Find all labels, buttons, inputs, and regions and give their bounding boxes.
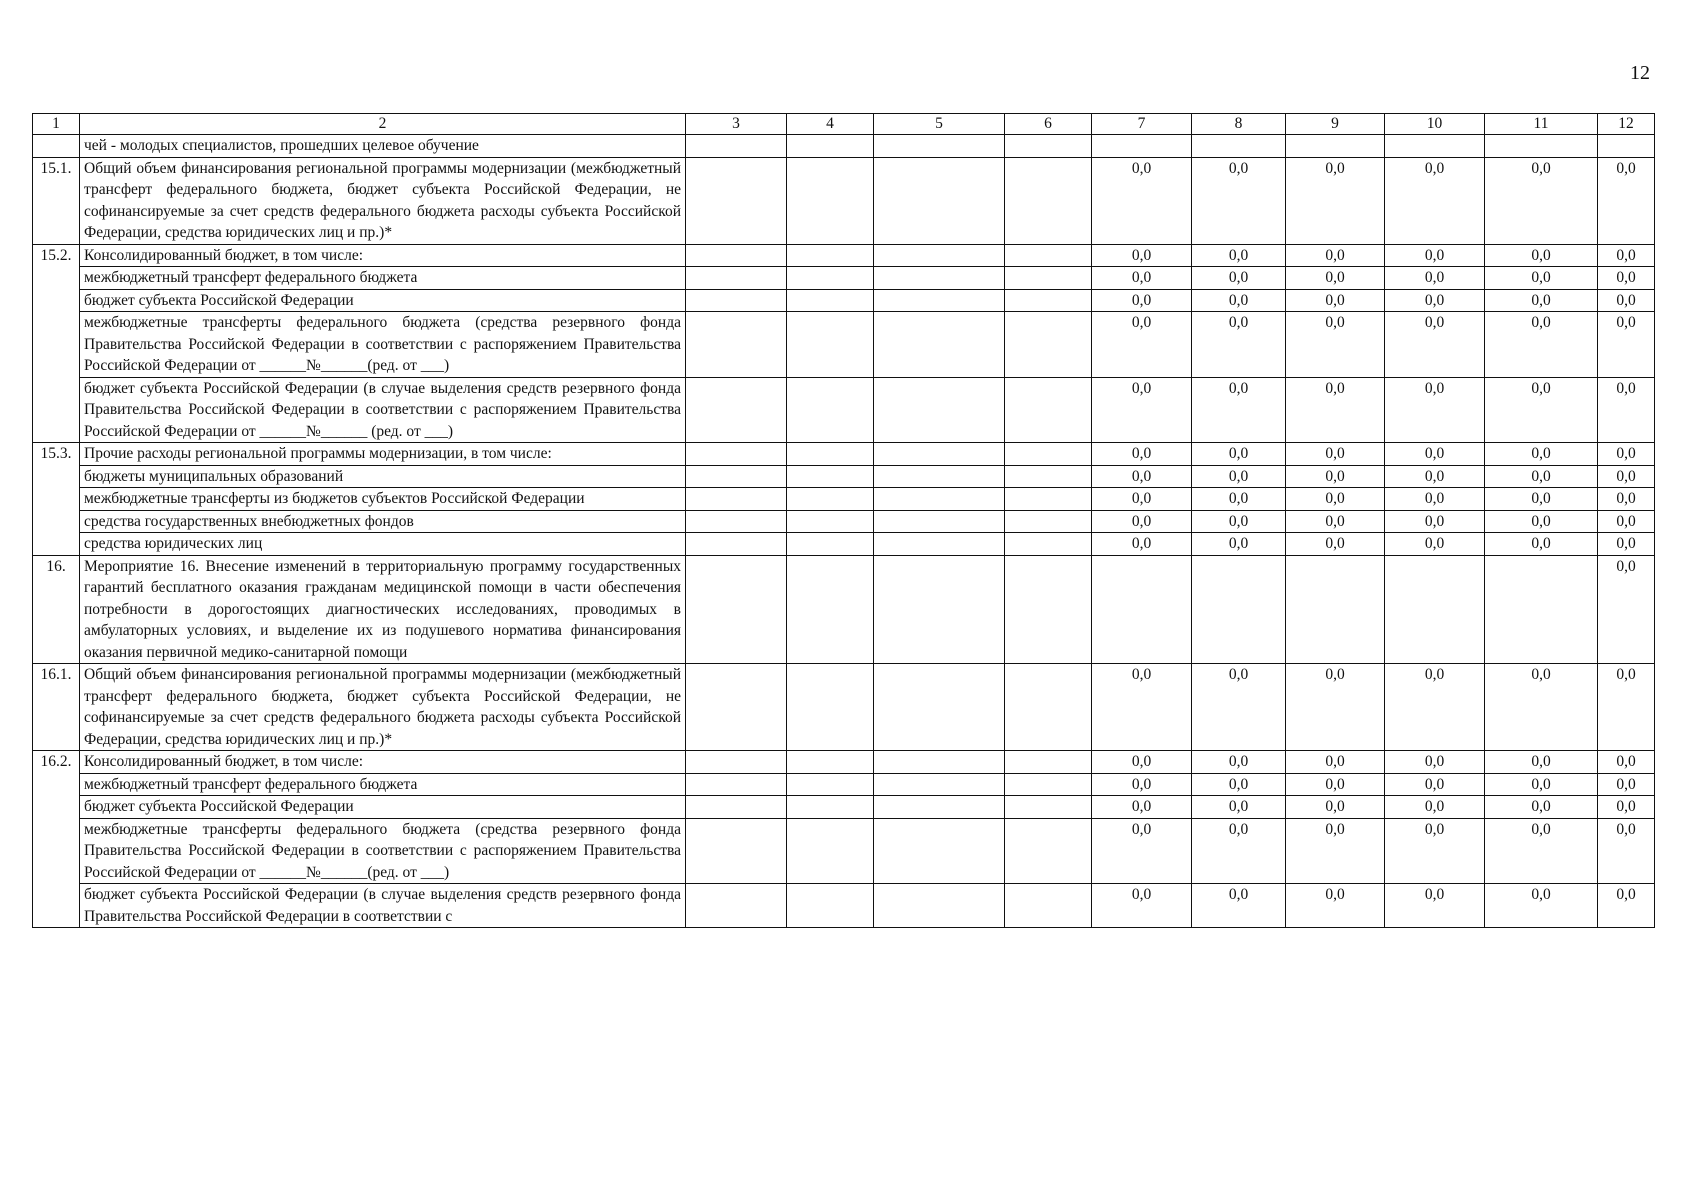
empty-cell (787, 510, 874, 533)
value-cell: 0,0 (1385, 289, 1485, 312)
empty-cell (686, 312, 787, 378)
value-cell: 0,0 (1385, 244, 1485, 267)
row-description-cell: бюджет субъекта Российской Федерации (80, 289, 686, 312)
value-cell: 0,0 (1092, 465, 1192, 488)
value-cell: 0,0 (1598, 488, 1655, 511)
value-cell: 0,0 (1286, 377, 1385, 443)
value-cell: 0,0 (1286, 488, 1385, 511)
value-cell: 0,0 (1192, 884, 1286, 928)
empty-cell (787, 773, 874, 796)
value-cell: 0,0 (1598, 533, 1655, 556)
value-cell: 0,0 (1385, 773, 1485, 796)
empty-cell (1005, 664, 1092, 751)
empty-cell (1005, 751, 1092, 774)
value-cell: 0,0 (1092, 312, 1192, 378)
table-body (33, 114, 1655, 928)
value-cell: 0,0 (1385, 157, 1485, 244)
row-description-cell: межбюджетные трансферты федерального бюджета (средства резервного фонда Правительства Российской Федерации в соответствии с распоряжением Правительства Российской Федерации от ______№______(ред. от ___) (80, 312, 686, 378)
value-cell: 0,0 (1092, 443, 1192, 466)
row-description-cell: Мероприятие 16. Внесение изменений в территориальную программу государственных гарантий бесплатного оказания гражданам медицинской помощи в части обеспечения потребности в дорогостоящих диагностических исследованиях, проводимых в амбулаторных условиях, и выделение их из подушевого норматива финансирования оказания первичной медико-санитарной помощи (80, 555, 686, 664)
value-cell: 0,0 (1286, 664, 1385, 751)
empty-cell (1005, 157, 1092, 244)
value-cell: 0,0 (1092, 157, 1192, 244)
empty-cell (686, 267, 787, 290)
row-number-cell: 15.1. (33, 157, 80, 244)
empty-cell (787, 796, 874, 819)
empty-cell (874, 443, 1005, 466)
empty-cell (787, 377, 874, 443)
empty-cell (874, 884, 1005, 928)
row-description-cell: Консолидированный бюджет, в том числе: (80, 751, 686, 774)
empty-cell (1005, 796, 1092, 819)
empty-cell (874, 751, 1005, 774)
value-cell: 0,0 (1286, 312, 1385, 378)
value-cell: 0,0 (1598, 157, 1655, 244)
empty-cell (874, 773, 1005, 796)
value-cell: 0,0 (1385, 377, 1485, 443)
value-cell: 0,0 (1092, 818, 1192, 884)
value-cell: 0,0 (1485, 465, 1598, 488)
value-cell: 0,0 (1485, 796, 1598, 819)
value-cell: 0,0 (1192, 377, 1286, 443)
value-cell: 0,0 (1485, 377, 1598, 443)
row-description-cell: межбюджетные трансферты из бюджетов субъектов Российской Федерации (80, 488, 686, 511)
empty-cell (686, 244, 787, 267)
value-cell: 0,0 (1092, 267, 1192, 290)
value-cell: 0,0 (1286, 157, 1385, 244)
empty-cell (787, 312, 874, 378)
value-cell: 0,0 (1385, 818, 1485, 884)
empty-cell (686, 135, 787, 158)
empty-cell (686, 818, 787, 884)
row-description-cell: бюджет субъекта Российской Федерации (в случае выделения средств резервного фонда Правительства Российской Федерации в соответствии с (80, 884, 686, 928)
value-cell: 0,0 (1485, 664, 1598, 751)
value-cell: 0,0 (1192, 533, 1286, 556)
value-cell: 0,0 (1385, 751, 1485, 774)
row-number-cell (33, 465, 80, 488)
empty-cell (1005, 312, 1092, 378)
empty-cell (1005, 289, 1092, 312)
row-number-cell: 16.1. (33, 664, 80, 751)
empty-cell (1005, 884, 1092, 928)
value-cell (1385, 135, 1485, 158)
value-cell: 0,0 (1192, 443, 1286, 466)
value-cell: 0,0 (1092, 796, 1192, 819)
empty-cell (874, 796, 1005, 819)
value-cell: 0,0 (1286, 443, 1385, 466)
table-row (33, 488, 1655, 511)
empty-cell (787, 555, 874, 664)
value-cell: 0,0 (1192, 267, 1286, 290)
value-cell (1092, 555, 1192, 664)
empty-cell (787, 157, 874, 244)
value-cell: 0,0 (1385, 510, 1485, 533)
value-cell: 0,0 (1286, 244, 1385, 267)
value-cell (1286, 555, 1385, 664)
empty-cell (686, 664, 787, 751)
empty-cell (1005, 510, 1092, 533)
value-cell: 0,0 (1598, 818, 1655, 884)
value-cell: 0,0 (1192, 796, 1286, 819)
value-cell: 0,0 (1485, 244, 1598, 267)
value-cell: 0,0 (1286, 267, 1385, 290)
row-number-cell (33, 796, 80, 819)
value-cell: 0,0 (1598, 510, 1655, 533)
row-number-cell: 15.3. (33, 443, 80, 466)
row-number-cell (33, 135, 80, 158)
table-row (33, 289, 1655, 312)
value-cell: 0,0 (1598, 377, 1655, 443)
row-number-cell (33, 289, 80, 312)
row-description-cell: средства государственных внебюджетных фондов (80, 510, 686, 533)
empty-cell (1005, 377, 1092, 443)
row-number-cell: 15.2. (33, 244, 80, 267)
row-number-cell (33, 267, 80, 290)
row-description-cell: Общий объем финансирования региональной программы модернизации (межбюджетный трансферт федерального бюджета, бюджет субъекта Российской Федерации, не софинансируемые за счет средств федерального бюджета расходы субъекта Российской Федерации, средства юридических лиц и пр.)* (80, 157, 686, 244)
column-header: 11 (1485, 114, 1598, 135)
table-row (33, 818, 1655, 884)
value-cell: 0,0 (1192, 664, 1286, 751)
empty-cell (874, 135, 1005, 158)
empty-cell (874, 555, 1005, 664)
empty-cell (874, 818, 1005, 884)
empty-cell (686, 533, 787, 556)
row-description-cell: чей - молодых специалистов, прошедших целевое обучение (80, 135, 686, 158)
value-cell: 0,0 (1598, 664, 1655, 751)
value-cell: 0,0 (1485, 818, 1598, 884)
value-cell: 0,0 (1485, 751, 1598, 774)
table-row (33, 157, 1655, 244)
value-cell: 0,0 (1385, 884, 1485, 928)
empty-cell (686, 796, 787, 819)
empty-cell (874, 664, 1005, 751)
table-row (33, 312, 1655, 378)
value-cell (1092, 135, 1192, 158)
empty-cell (686, 157, 787, 244)
row-number-cell (33, 533, 80, 556)
table-row (33, 377, 1655, 443)
empty-cell (787, 884, 874, 928)
value-cell: 0,0 (1385, 796, 1485, 819)
value-cell: 0,0 (1485, 289, 1598, 312)
empty-cell (1005, 244, 1092, 267)
empty-cell (686, 377, 787, 443)
empty-cell (874, 312, 1005, 378)
value-cell: 0,0 (1385, 443, 1485, 466)
empty-cell (686, 465, 787, 488)
value-cell: 0,0 (1598, 267, 1655, 290)
empty-cell (787, 443, 874, 466)
column-header: 5 (874, 114, 1005, 135)
empty-cell (1005, 135, 1092, 158)
empty-cell (686, 751, 787, 774)
value-cell: 0,0 (1286, 510, 1385, 533)
value-cell: 0,0 (1092, 244, 1192, 267)
empty-cell (874, 377, 1005, 443)
value-cell (1485, 135, 1598, 158)
value-cell (1286, 135, 1385, 158)
row-number-cell (33, 377, 80, 443)
empty-cell (874, 267, 1005, 290)
value-cell: 0,0 (1286, 533, 1385, 556)
empty-cell (874, 465, 1005, 488)
empty-cell (787, 244, 874, 267)
row-number-cell: 16.2. (33, 751, 80, 774)
empty-cell (787, 289, 874, 312)
empty-cell (686, 884, 787, 928)
table-row (33, 510, 1655, 533)
value-cell: 0,0 (1485, 884, 1598, 928)
table-row (33, 555, 1655, 664)
value-cell: 0,0 (1598, 465, 1655, 488)
column-header: 12 (1598, 114, 1655, 135)
value-cell: 0,0 (1286, 818, 1385, 884)
column-header: 7 (1092, 114, 1192, 135)
empty-cell (874, 488, 1005, 511)
row-description-cell: бюджет субъекта Российской Федерации (80, 796, 686, 819)
value-cell: 0,0 (1286, 465, 1385, 488)
table-row (33, 135, 1655, 158)
value-cell (1485, 555, 1598, 664)
value-cell: 0,0 (1385, 533, 1485, 556)
column-header: 2 (80, 114, 686, 135)
table-row (33, 751, 1655, 774)
empty-cell (686, 289, 787, 312)
value-cell: 0,0 (1192, 157, 1286, 244)
row-number-cell (33, 818, 80, 884)
column-header: 8 (1192, 114, 1286, 135)
value-cell: 0,0 (1192, 289, 1286, 312)
table-row (33, 267, 1655, 290)
empty-cell (787, 488, 874, 511)
table-row (33, 796, 1655, 819)
value-cell: 0,0 (1192, 510, 1286, 533)
column-header: 6 (1005, 114, 1092, 135)
value-cell: 0,0 (1192, 488, 1286, 511)
value-cell: 0,0 (1192, 312, 1286, 378)
row-description-cell: бюджеты муниципальных образований (80, 465, 686, 488)
value-cell: 0,0 (1485, 488, 1598, 511)
value-cell: 0,0 (1286, 289, 1385, 312)
empty-cell (1005, 443, 1092, 466)
table-row (33, 664, 1655, 751)
column-header: 9 (1286, 114, 1385, 135)
value-cell: 0,0 (1092, 289, 1192, 312)
empty-cell (686, 773, 787, 796)
value-cell: 0,0 (1598, 751, 1655, 774)
empty-cell (787, 267, 874, 290)
empty-cell (787, 751, 874, 774)
empty-cell (787, 818, 874, 884)
value-cell: 0,0 (1286, 751, 1385, 774)
value-cell: 0,0 (1385, 488, 1485, 511)
table-row (33, 773, 1655, 796)
empty-cell (787, 465, 874, 488)
column-header: 4 (787, 114, 874, 135)
value-cell: 0,0 (1092, 751, 1192, 774)
value-cell: 0,0 (1192, 751, 1286, 774)
row-description-cell: межбюджетный трансферт федерального бюджета (80, 773, 686, 796)
row-number-cell: 16. (33, 555, 80, 664)
empty-cell (787, 135, 874, 158)
empty-cell (1005, 555, 1092, 664)
empty-cell (874, 510, 1005, 533)
row-description-cell: межбюджетные трансферты федерального бюджета (средства резервного фонда Правительства Российской Федерации в соответствии с распоряжением Правительства Российской Федерации от ______№______(ред. от ___) (80, 818, 686, 884)
table-row (33, 884, 1655, 928)
value-cell: 0,0 (1092, 664, 1192, 751)
value-cell: 0,0 (1192, 773, 1286, 796)
row-description-cell: Прочие расходы региональной программы модернизации, в том числе: (80, 443, 686, 466)
value-cell: 0,0 (1192, 465, 1286, 488)
empty-cell (1005, 533, 1092, 556)
table-row (33, 244, 1655, 267)
table-row (33, 533, 1655, 556)
header-row (33, 114, 1655, 135)
value-cell: 0,0 (1485, 267, 1598, 290)
column-header: 3 (686, 114, 787, 135)
value-cell: 0,0 (1092, 488, 1192, 511)
table-row (33, 465, 1655, 488)
value-cell: 0,0 (1598, 884, 1655, 928)
value-cell: 0,0 (1485, 773, 1598, 796)
row-description-cell: межбюджетный трансферт федерального бюджета (80, 267, 686, 290)
row-description-cell: Консолидированный бюджет, в том числе: (80, 244, 686, 267)
empty-cell (787, 533, 874, 556)
value-cell: 0,0 (1192, 244, 1286, 267)
value-cell: 0,0 (1385, 312, 1485, 378)
value-cell (1192, 555, 1286, 664)
empty-cell (1005, 267, 1092, 290)
value-cell: 0,0 (1385, 267, 1485, 290)
empty-cell (686, 510, 787, 533)
empty-cell (874, 533, 1005, 556)
value-cell: 0,0 (1286, 884, 1385, 928)
value-cell: 0,0 (1485, 510, 1598, 533)
budget-table (32, 113, 1655, 928)
value-cell: 0,0 (1485, 443, 1598, 466)
value-cell: 0,0 (1485, 533, 1598, 556)
empty-cell (1005, 773, 1092, 796)
value-cell: 0,0 (1598, 289, 1655, 312)
empty-cell (874, 289, 1005, 312)
empty-cell (686, 443, 787, 466)
row-number-cell (33, 884, 80, 928)
empty-cell (1005, 818, 1092, 884)
value-cell: 0,0 (1598, 443, 1655, 466)
value-cell: 0,0 (1092, 533, 1192, 556)
empty-cell (1005, 488, 1092, 511)
row-number-cell (33, 312, 80, 378)
value-cell (1385, 555, 1485, 664)
value-cell (1598, 135, 1655, 158)
value-cell (1192, 135, 1286, 158)
value-cell: 0,0 (1286, 773, 1385, 796)
value-cell: 0,0 (1092, 377, 1192, 443)
value-cell: 0,0 (1385, 664, 1485, 751)
value-cell: 0,0 (1598, 796, 1655, 819)
value-cell: 0,0 (1598, 773, 1655, 796)
empty-cell (686, 488, 787, 511)
value-cell: 0,0 (1192, 818, 1286, 884)
empty-cell (874, 157, 1005, 244)
empty-cell (686, 555, 787, 664)
table-row (33, 443, 1655, 466)
value-cell: 0,0 (1286, 796, 1385, 819)
row-description-cell: Общий объем финансирования региональной программы модернизации (межбюджетный трансферт федерального бюджета, бюджет субъекта Российской Федерации, не софинансируемые за счет средств федерального бюджета расходы субъекта Российской Федерации, средства юридических лиц и пр.)* (80, 664, 686, 751)
value-cell: 0,0 (1385, 465, 1485, 488)
value-cell: 0,0 (1598, 555, 1655, 664)
column-header: 10 (1385, 114, 1485, 135)
row-number-cell (33, 510, 80, 533)
value-cell: 0,0 (1598, 312, 1655, 378)
value-cell: 0,0 (1092, 884, 1192, 928)
value-cell: 0,0 (1092, 510, 1192, 533)
empty-cell (787, 664, 874, 751)
column-header: 1 (33, 114, 80, 135)
empty-cell (1005, 465, 1092, 488)
page-number: 12 (1630, 62, 1650, 84)
value-cell: 0,0 (1485, 157, 1598, 244)
row-number-cell (33, 773, 80, 796)
value-cell: 0,0 (1598, 244, 1655, 267)
row-number-cell (33, 488, 80, 511)
empty-cell (874, 244, 1005, 267)
value-cell: 0,0 (1092, 773, 1192, 796)
row-description-cell: средства юридических лиц (80, 533, 686, 556)
value-cell: 0,0 (1485, 312, 1598, 378)
row-description-cell: бюджет субъекта Российской Федерации (в случае выделения средств резервного фонда Правительства Российской Федерации в соответствии с распоряжением Правительства Российской Федерации от ______№______ (ред. от ___) (80, 377, 686, 443)
